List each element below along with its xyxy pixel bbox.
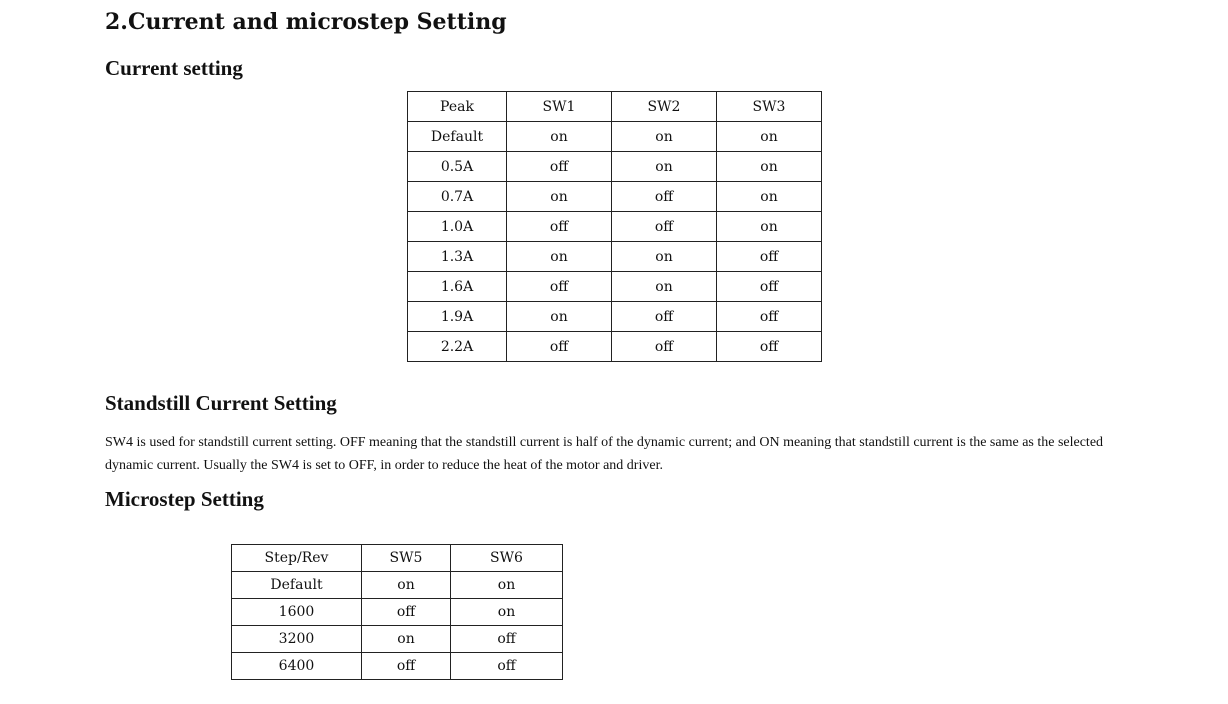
table-cell: 1.9A [408,302,507,332]
table-cell: off [612,302,717,332]
standstill-heading: Standstill Current Setting [105,391,337,415]
table-cell: on [717,212,822,242]
table-cell: on [717,122,822,152]
table-cell: 2.2A [408,332,507,362]
header-cell: SW5 [362,545,451,572]
table-header-row [232,545,563,572]
microstep-table [231,544,563,680]
table-cell: on [717,152,822,182]
table-row [408,272,822,302]
header-cell: Step/Rev [232,545,362,572]
table-cell: off [451,626,563,653]
table-cell: off [612,182,717,212]
table-cell: off [612,332,717,362]
table-row [232,572,563,599]
table-header-row [408,92,822,122]
table-cell: on [612,272,717,302]
table-cell: off [507,332,612,362]
header-cell: SW3 [717,92,822,122]
table-cell: off [362,599,451,626]
table-row [408,302,822,332]
table-row [408,152,822,182]
table-cell: off [612,212,717,242]
table-row [408,332,822,362]
table-cell: off [362,653,451,680]
standstill-description: SW4 is used for standstill current setting. OFF meaning that the standstill current is half of the dynamic current; and ON meaning that standstill current is the same as the selected dynamic current. Usually the SW4 is set to OFF, in order to reduce the heat of the motor and driver. [105,435,1104,473]
table-cell: on [507,302,612,332]
table-cell: off [717,272,822,302]
table-cell: off [507,212,612,242]
header-cell: Peak [408,92,507,122]
table-cell: 0.5A [408,152,507,182]
current-setting-table [407,91,822,362]
table-cell: on [451,572,563,599]
table-cell: on [507,242,612,272]
table-row [232,626,563,653]
table-cell: 3200 [232,626,362,653]
table-cell: on [612,122,717,152]
table-row [408,242,822,272]
header-cell: SW2 [612,92,717,122]
section-title: 2.Current and microstep Setting [105,9,507,35]
table-cell: off [717,242,822,272]
table-cell: on [451,599,563,626]
table-cell: on [717,182,822,212]
table-cell: on [612,152,717,182]
microstep-heading: Microstep Setting [105,487,264,511]
table-row [232,653,563,680]
table-cell: off [717,302,822,332]
table-cell: on [362,572,451,599]
table-cell: off [451,653,563,680]
table-cell: off [507,272,612,302]
table-cell: on [612,242,717,272]
table-cell: 0.7A [408,182,507,212]
header-cell: SW6 [451,545,563,572]
table-row [408,212,822,242]
table-cell: on [507,122,612,152]
table-cell: off [507,152,612,182]
table-cell: 6400 [232,653,362,680]
table-cell: 1.6A [408,272,507,302]
table-row [408,122,822,152]
table-cell: Default [232,572,362,599]
table-row [232,599,563,626]
table-cell: on [362,626,451,653]
table-cell: 1600 [232,599,362,626]
table-cell: off [717,332,822,362]
header-cell: SW1 [507,92,612,122]
table-cell: 1.0A [408,212,507,242]
table-row [408,182,822,212]
table-cell: on [507,182,612,212]
table-cell: 1.3A [408,242,507,272]
current-setting-heading: Current setting [105,56,243,80]
table-cell: Default [408,122,507,152]
